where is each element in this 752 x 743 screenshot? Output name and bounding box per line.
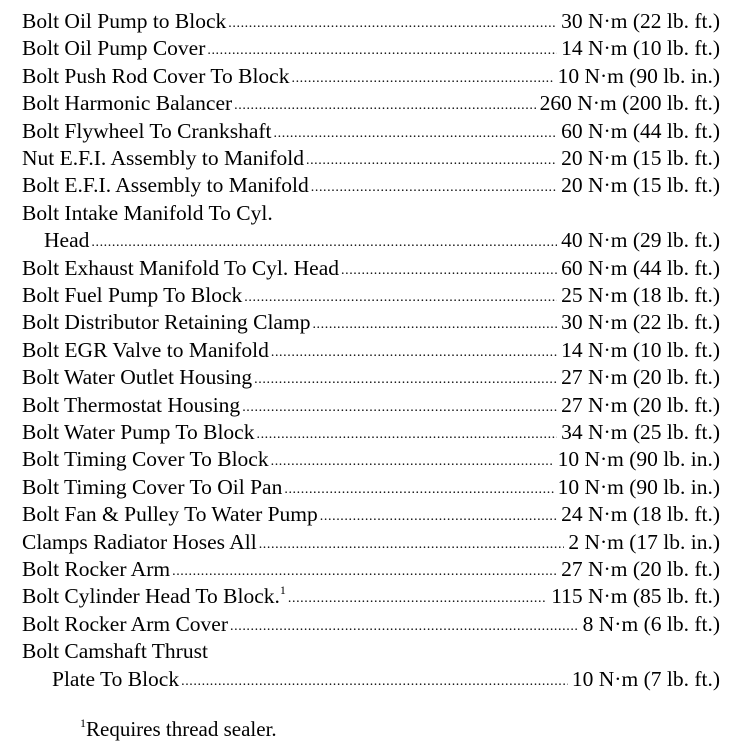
spec-label-text: Bolt Thermostat Housing: [22, 392, 241, 417]
spec-label-text: Bolt Rocker Arm: [22, 557, 171, 581]
footnote: [80, 710, 277, 743]
spec-label-text: Bolt Cylinder Head To Block.: [22, 584, 280, 609]
spec-label-text: Bolt Exhaust Manifold To Cyl. Head: [22, 255, 339, 280]
spec-torque-value: 24 N·m (18 lb. ft.): [561, 502, 720, 527]
spec-label-text: Bolt Harmonic Balancer: [22, 91, 233, 116]
leader-dots: [312, 309, 557, 336]
spec-label-text: Bolt EGR Valve to Manifold: [22, 337, 269, 362]
spec-row: [22, 392, 720, 419]
leader-dots: [181, 666, 568, 693]
spec-torque-value: 27 N·m (20 lb. ft.): [561, 365, 720, 390]
spec-torque-value: 30 N·m (22 lb. ft.): [561, 9, 720, 33]
spec-torque-value: 8 N·m (6 lb. ft.): [582, 611, 720, 636]
spec-label-text: Bolt Rocker Arm Cover: [22, 611, 229, 636]
spec-row: [22, 446, 720, 473]
spec-label: [22, 419, 254, 446]
spec-label-text: Nut E.F.I. Assembly to Manifold: [22, 146, 304, 170]
spec-label-text: Bolt Oil Pump Cover: [22, 36, 206, 61]
spec-torque-value: 2 N·m (17 lb. in.): [568, 529, 720, 554]
spec-row: [22, 282, 720, 309]
spec-torque-value: 40 N·m (29 lb. ft.): [561, 228, 720, 253]
spec-label-text: Plate To Block: [52, 666, 180, 691]
spec-label-text: Head: [44, 228, 90, 253]
leader-dots: [234, 90, 536, 117]
leader-dots: [341, 255, 557, 282]
spec-label-continued: [52, 666, 179, 693]
spec-label: [22, 282, 242, 309]
spec-label-text: Clamps Radiator Hoses All: [22, 529, 257, 554]
spec-torque-value: 10 N·m (90 lb. in.): [557, 63, 720, 88]
leader-dots: [288, 583, 547, 610]
leader-dots: [256, 419, 557, 446]
spec-torque-value: 260 N·m (200 lb. ft.): [539, 91, 720, 116]
spec-row: [22, 364, 720, 391]
spec-label-continued: [44, 227, 89, 254]
spec-row: [22, 8, 720, 35]
spec-torque-value: 20 N·m (15 lb. ft.): [561, 173, 720, 198]
leader-dots: [274, 118, 558, 145]
spec-row: [22, 529, 720, 556]
spec-label-text: Bolt Timing Cover To Oil Pan: [22, 474, 283, 499]
leader-dots: [271, 446, 554, 473]
spec-label-text: Bolt Flywheel To Crankshaft: [22, 118, 272, 143]
spec-label: [22, 118, 272, 145]
spec-row: [22, 63, 720, 90]
leader-dots: [254, 364, 557, 391]
leader-dots: [244, 282, 557, 309]
leader-dots: [228, 8, 557, 35]
spec-row: [22, 35, 720, 62]
spec-label: [22, 8, 226, 35]
spec-label: [22, 172, 309, 199]
spec-label: [22, 145, 304, 172]
leader-dots: [91, 227, 557, 254]
spec-row-label-line: [22, 638, 720, 665]
spec-row: [22, 172, 720, 199]
spec-torque-value: 14 N·m (10 lb. ft.): [561, 36, 720, 61]
spec-label-text: Bolt Water Pump To Block: [22, 420, 255, 444]
spec-torque-value: 115 N·m (85 lb. ft.): [551, 584, 720, 609]
spec-label-text: Bolt Water Outlet Housing: [22, 365, 253, 390]
spec-row: [44, 227, 720, 254]
leader-dots: [230, 611, 579, 638]
spec-row: [22, 337, 720, 364]
spec-label: [22, 309, 310, 336]
leader-dots: [311, 172, 557, 199]
spec-label: [22, 446, 269, 473]
leader-dots: [306, 145, 557, 172]
spec-row: [22, 501, 720, 528]
spec-label: Bolt Intake Manifold To Cyl.: [22, 200, 273, 225]
spec-torque-value: 30 N·m (22 lb. ft.): [561, 310, 720, 335]
spec-torque-value: 60 N·m (44 lb. ft.): [561, 118, 720, 143]
spec-label: [22, 337, 269, 364]
leader-dots: [207, 35, 557, 62]
spec-row: [52, 666, 720, 693]
spec-torque-value: 14 N·m (10 lb. ft.): [561, 337, 720, 362]
spec-torque-value: 25 N·m (18 lb. ft.): [561, 283, 720, 307]
leader-dots: [320, 501, 557, 528]
spec-label: [22, 255, 339, 282]
spec-torque-value: 34 N·m (25 lb. ft.): [561, 420, 720, 444]
spec-row: [22, 255, 720, 282]
spec-torque-value: 27 N·m (20 lb. ft.): [561, 392, 720, 417]
spec-label: [22, 577, 286, 610]
spec-row: [22, 474, 720, 501]
spec-torque-value: 27 N·m (20 lb. ft.): [561, 557, 720, 581]
leader-dots: [242, 392, 557, 419]
leader-dots: [291, 63, 553, 90]
spec-row-label-line: [22, 200, 720, 227]
spec-label-text: Bolt Fan & Pulley To Water Pump: [22, 502, 318, 527]
spec-label: [22, 392, 240, 419]
spec-torque-value: 60 N·m (44 lb. ft.): [561, 255, 720, 280]
spec-row: [22, 145, 720, 172]
spec-label-text: Bolt Timing Cover To Block: [22, 447, 269, 472]
leader-dots: [284, 474, 553, 501]
spec-label-text: Bolt Fuel Pump To Block: [22, 283, 243, 307]
leader-dots: [271, 337, 557, 364]
leader-dots: [259, 529, 565, 556]
spec-label-text: Bolt Oil Pump to Block: [22, 9, 227, 33]
spec-row: [22, 90, 720, 117]
spec-label-text: Bolt E.F.I. Assembly to Manifold: [22, 173, 309, 198]
spec-row: [22, 118, 720, 145]
spec-label-text: Bolt Distributor Retaining Clamp: [22, 310, 311, 335]
footnote-text: Requires thread sealer.: [86, 717, 277, 741]
spec-label: [22, 529, 257, 556]
spec-torque-value: 20 N·m (15 lb. ft.): [561, 146, 720, 170]
spec-label: [22, 611, 228, 638]
spec-label-text: Bolt Push Rod Cover To Block: [22, 63, 290, 88]
spec-torque-value: 10 N·m (7 lb. ft.): [571, 666, 720, 691]
footnote-reference: 1: [279, 583, 286, 598]
spec-label: [22, 474, 282, 501]
spec-row: [22, 611, 720, 638]
footnote-mark: 1: [80, 716, 86, 730]
spec-label: Bolt Camshaft Thrust: [22, 639, 208, 664]
spec-label: [22, 63, 289, 90]
spec-torque-value: 10 N·m (90 lb. in.): [557, 447, 720, 472]
spec-row: [22, 583, 720, 610]
spec-label: [22, 501, 318, 528]
spec-label: [22, 35, 205, 62]
spec-row: [22, 309, 720, 336]
spec-torque-value: 10 N·m (90 lb. in.): [557, 474, 720, 499]
spec-label: [22, 364, 252, 391]
spec-row: [22, 419, 720, 446]
spec-label: [22, 90, 232, 117]
